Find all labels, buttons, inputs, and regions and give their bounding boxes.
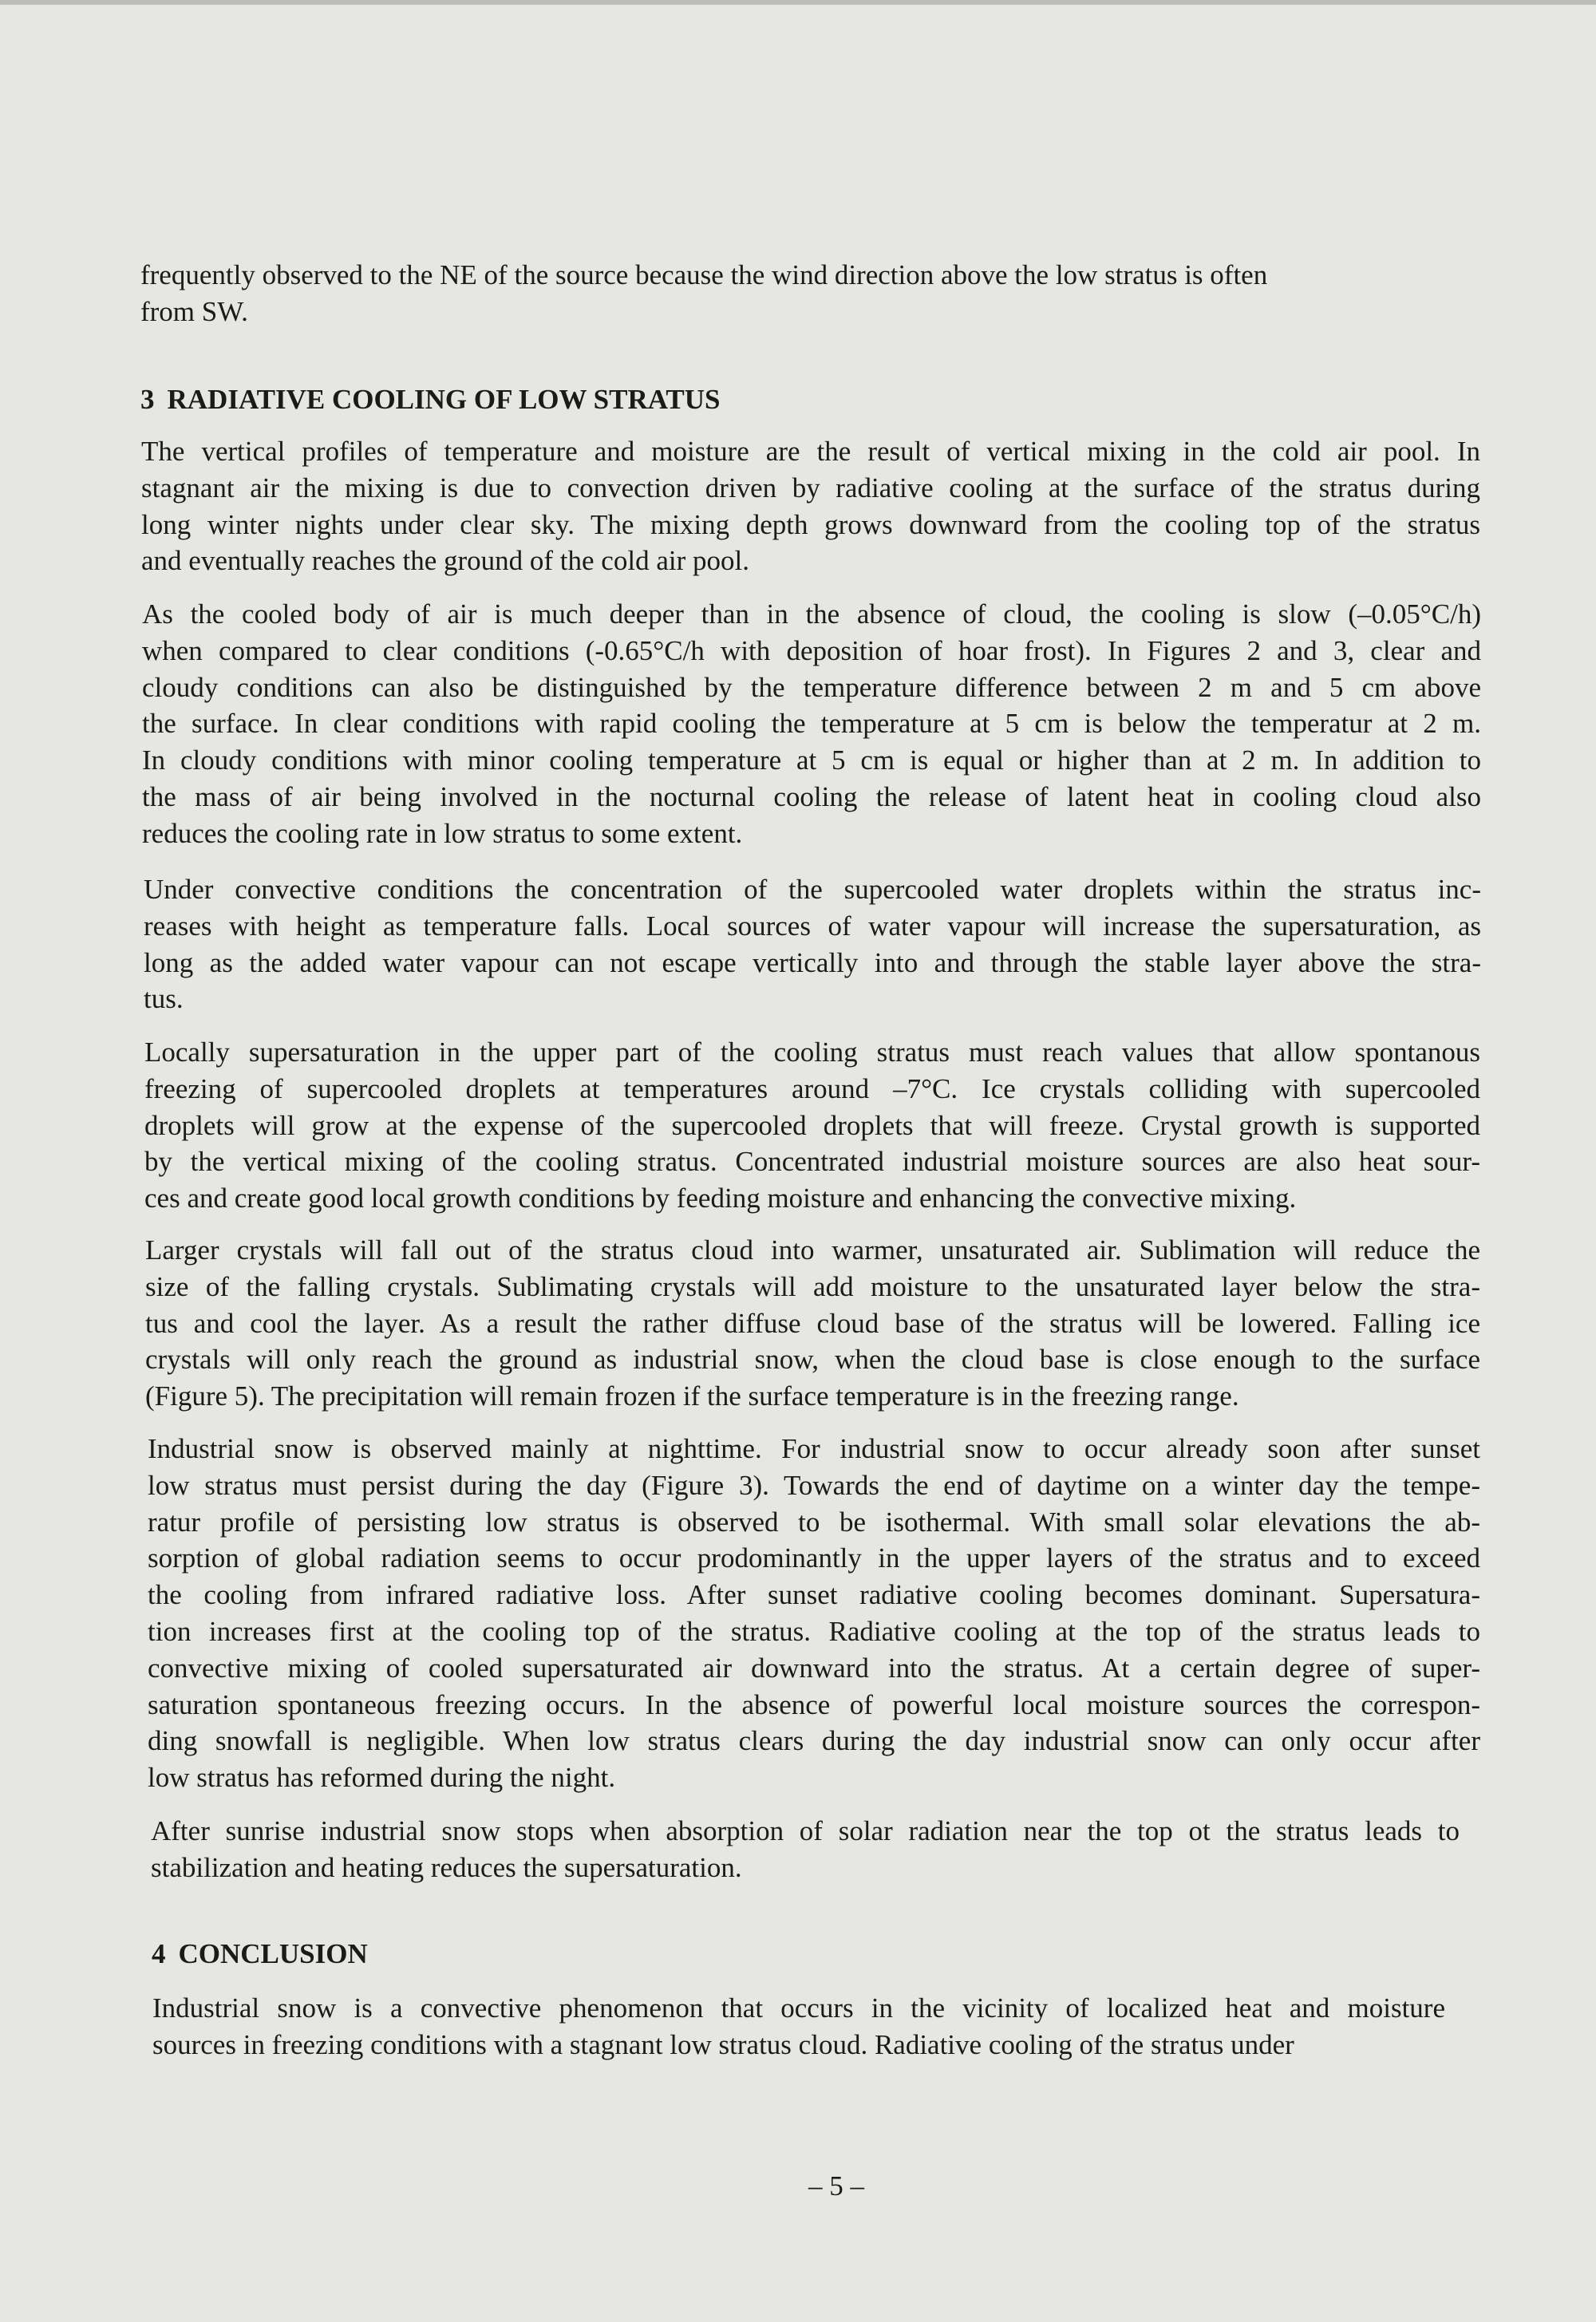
- text-line: droplets will grow at the expense of the supercooled droplets that will freeze. Crystal growth is supported: [144, 1109, 1480, 1141]
- text-line: the surface. In clear conditions with rapid cooling the temperature at 5 cm is below the temperatur at 2 m.: [142, 708, 1481, 740]
- text-line: sorption of global radiation seems to occur prodominantly in the upper layers of the stratus and to exceed: [148, 1542, 1480, 1574]
- text-line: Under convective conditions the concentration of the supercooled water droplets within the stratus inc-: [144, 874, 1481, 905]
- text-line: frequently observed to the NE of the source because the wind direction above the low stratus is often: [140, 259, 1268, 290]
- section-title: CONCLUSION: [178, 1938, 368, 1969]
- text-line: from SW.: [140, 295, 248, 327]
- text-line: In cloudy conditions with minor cooling temperature at 5 cm is equal or higher than at 2 m. In addition to: [142, 744, 1481, 776]
- text-line: Industrial snow is a convective phenomenon that occurs in the vicinity of localized heat and moisture: [152, 1992, 1445, 2024]
- text-line: reases with height as temperature falls. Local sources of water vapour will increase the supersaturation, as: [144, 910, 1481, 942]
- text-line: reduces the cooling rate in low stratus to some extent.: [142, 817, 743, 849]
- text-line: low stratus has reformed during the night.: [148, 1762, 616, 1794]
- text-line: ratur profile of persisting low stratus is observed to be isothermal. With small solar elevations the ab-: [148, 1506, 1480, 1538]
- text-line: low stratus must persist during the day (Figure 3). Towards the end of daytime on a winter day the tempe-: [148, 1469, 1480, 1501]
- paragraph: [148, 1431, 1480, 1796]
- text-line: Industrial snow is observed mainly at nighttime. For industrial snow to occur already soon after sunset: [148, 1433, 1480, 1464]
- section-number: 4: [152, 1938, 166, 1969]
- paragraph: [152, 1990, 1445, 2063]
- paragraph: [144, 1034, 1480, 1217]
- text-line: long winter nights under clear sky. The mixing depth grows downward from the cooling top of the stratus: [141, 508, 1480, 540]
- text-line: crystals will only reach the ground as industrial snow, when the cloud base is close enough to the surface: [145, 1344, 1480, 1376]
- text-line: (Figure 5). The precipitation will remain frozen if the surface temperature is in the freezing range.: [145, 1380, 1239, 1412]
- text-line: and eventually reaches the ground of the cold air pool.: [141, 545, 749, 577]
- text-line: by the vertical mixing of the cooling stratus. Concentrated industrial moisture sources are also heat sour-: [144, 1146, 1480, 1178]
- text-line: sources in freezing conditions with a stagnant low stratus cloud. Radiative cooling of the stratus under: [152, 2028, 1294, 2060]
- text-line: saturation spontaneous freezing occurs. In the absence of powerful local moisture sources the correspon-: [148, 1688, 1480, 1720]
- paragraph: [144, 871, 1481, 1017]
- text-line: Larger crystals will fall out of the stratus cloud into warmer, unsaturated air. Sublimation will reduce the: [145, 1234, 1480, 1266]
- section-heading-4: [152, 1936, 368, 1973]
- text-line: stabilization and heating reduces the supersaturation.: [151, 1851, 742, 1883]
- text-line: convective mixing of cooled supersaturated air downward into the stratus. At a certain degree of super-: [148, 1652, 1480, 1684]
- section-heading-3: [140, 381, 721, 418]
- section-number: 3: [140, 384, 155, 415]
- text-line: cloudy conditions can also be distinguished by the temperature difference between 2 m and 5 cm above: [142, 671, 1481, 703]
- text-line: ding snowfall is negligible. When low stratus clears during the day industrial snow can only occur after: [148, 1725, 1480, 1757]
- text-line: After sunrise industrial snow stops when absorption of solar radiation near the top ot the stratus leads to: [151, 1815, 1460, 1846]
- text-line: Locally supersaturation in the upper part of the cooling stratus must reach values that allow spontanous: [144, 1037, 1480, 1068]
- paragraph: [141, 433, 1480, 579]
- page-number: – 5 –: [808, 2170, 864, 2202]
- paragraph-continued: [140, 257, 1481, 330]
- paragraph: [145, 1232, 1480, 1415]
- text-line: size of the falling crystals. Sublimating crystals will add moisture to the unsaturated layer below the stra-: [145, 1270, 1480, 1302]
- paragraph: [151, 1813, 1460, 1886]
- text-line: tus.: [144, 983, 184, 1015]
- section-title: RADIATIVE COOLING OF LOW STRATUS: [167, 384, 721, 415]
- text-line: tus and cool the layer. As a result the rather diffuse cloud base of the stratus will be lowered. Falling ice: [145, 1307, 1480, 1339]
- text-line: the mass of air being involved in the nocturnal cooling the release of latent heat in cooling cloud also: [142, 780, 1481, 812]
- text-line: The vertical profiles of temperature and moisture are the result of vertical mixing in the cold air pool. In: [141, 436, 1480, 467]
- text-line: tion increases first at the cooling top of the stratus. Radiative cooling at the top of the stratus leads to: [148, 1615, 1480, 1647]
- paragraph: [142, 596, 1481, 852]
- text-line: freezing of supercooled droplets at temperatures around –7°C. Ice crystals colliding with supercooled: [144, 1072, 1480, 1104]
- text-line: when compared to clear conditions (-0.65°C/h with deposition of hoar frost). In Figures 2 and 3, clear and: [142, 634, 1481, 666]
- text-line: stagnant air the mixing is due to convection driven by radiative cooling at the surface of the stratus during: [141, 472, 1480, 503]
- text-line: long as the added water vapour can not escape vertically into and through the stable layer above the stra-: [144, 946, 1481, 978]
- page-top-edge: [0, 0, 1596, 5]
- text-line: ces and create good local growth conditions by feeding moisture and enhancing the convective mixing.: [144, 1183, 1297, 1214]
- text-line: the cooling from infrared radiative loss. After sunset radiative cooling becomes dominant. Supersatura-: [148, 1579, 1480, 1611]
- text-line: As the cooled body of air is much deeper than in the absence of cloud, the cooling is slow (–0.05°C/h): [142, 598, 1481, 630]
